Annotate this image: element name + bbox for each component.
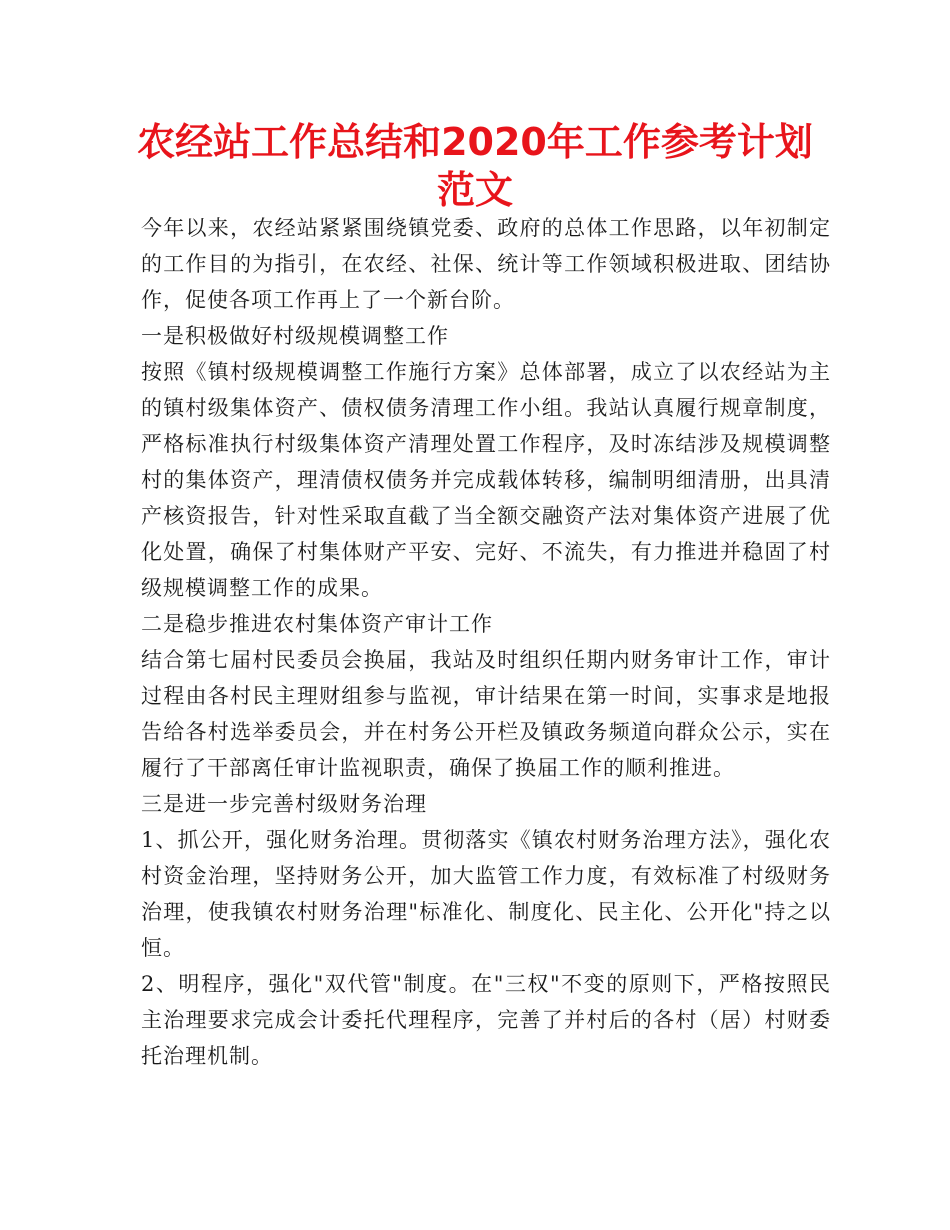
paragraph-item-2: 2、明程序，强化"双代管"制度。在"三权"不变的原则下，严格按照民主治理要求完成会计委托代理程序，完善了并村后的各村（居）村财委托治理机制。	[141, 972, 831, 1068]
paragraph-section-2: 结合第七届村民委员会换届，我站及时组织任期内财务审计工作，审计过程由各村民主理财组参与监视，审计结果在第一时间，实事求是地报告给各村选举委员会，并在村务公开栏及镇政务频道向群众公示，实在履行了干部离任审计监视职责，确保了换届工作的顺利推进。	[141, 648, 831, 780]
document-body	[141, 210, 831, 1074]
section-heading-1: 一是积极做好村级规模调整工作	[141, 324, 449, 348]
section-heading-3: 三是进一步完善村级财务治理	[141, 792, 427, 816]
paragraph-section-1: 按照《镇村级规模调整工作施行方案》总体部署，成立了以农经站为主的镇村级集体资产、债权债务清理工作小组。我站认真履行规章制度，严格标准执行村级集体资产清理处置工作程序，及时冻结涉及规模调整村的集体资产，理清债权债务并完成载体转移，编制明细清册，出具清产核资报告，针对性采取直截了当全额交融资产法对集体资产进展了优化处置，确保了村集体财产平安、完好、不流失，有力推进并稳固了村级规模调整工作的成果。	[141, 360, 831, 600]
document-title: 农经站工作总结和2020年工作参考计划范文	[137, 120, 813, 212]
paragraph-item-1: 1、抓公开，强化财务治理。贯彻落实《镇农村财务治理方法》，强化农村资金治理，坚持财务公开，加大监管工作力度，有效标准了村级财务治理，使我镇农村财务治理"标准化、制度化、民主化、公开化"持之以恒。	[141, 828, 831, 960]
paragraph-intro: 今年以来，农经站紧紧围绕镇党委、政府的总体工作思路，以年初制定的工作目的为指引，在农经、社保、统计等工作领域积极进取、团结协作，促使各项工作再上了一个新台阶。	[141, 216, 831, 312]
section-heading-2: 二是稳步推进农村集体资产审计工作	[141, 612, 493, 636]
